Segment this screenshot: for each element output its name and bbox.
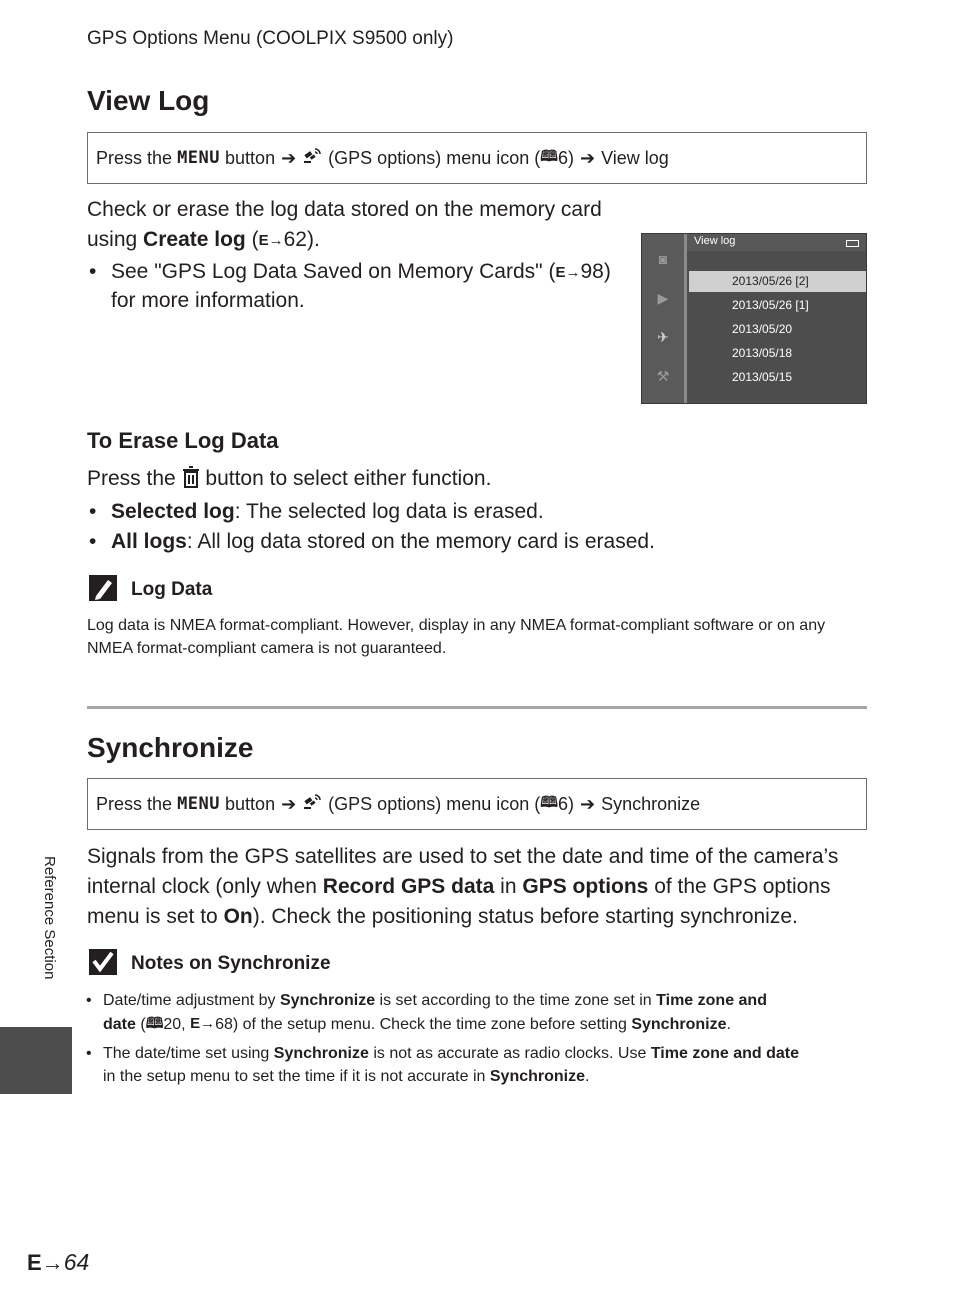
e-ref-icon: E→ (555, 264, 581, 281)
erase-intro-text: Press the (87, 467, 176, 490)
list-item (87, 527, 867, 557)
note-text: is set according to the time zone set in (375, 992, 657, 1009)
log-entry[interactable]: 2013/05/26 [1] (732, 298, 809, 312)
intro-text: ( (245, 228, 259, 251)
intro-line (87, 225, 627, 256)
sync-line: Signals from the GPS satellites are used to set the date and time of the camera’s (87, 845, 839, 868)
book-ref-icon: 🕮 (145, 1015, 164, 1032)
sync-line (87, 902, 877, 932)
sync-text: ). Check the positioning status before starting synchronize. (252, 905, 798, 928)
note-text: ( (135, 1016, 146, 1033)
log-data-note-text: Log data is NMEA format-compliant. However, display in any NMEA format-compliant software or on any NMEA format-compliant camera is not guaranteed. (87, 617, 826, 657)
nav-prefix: Press the (96, 147, 173, 168)
page-number (27, 1249, 89, 1276)
note-term: Time zone and date (650, 1045, 799, 1062)
sync-text: of the GPS options (648, 875, 831, 898)
nav-button-word: button (225, 793, 276, 814)
book-ref-icon: 🕮 (540, 147, 558, 165)
arrow-right-icon: ➔ (281, 793, 297, 814)
bullet-text: See "GPS Log Data Saved on Memory Cards" ( (111, 260, 556, 283)
arrow-right-icon: ➔ (579, 793, 596, 814)
nav-target: View log (601, 147, 669, 168)
erase-term: Selected log (111, 500, 235, 523)
sync-text: in (494, 875, 523, 898)
gps-options-term: GPS options (522, 875, 649, 898)
note-text: Date/time adjustment by (103, 992, 280, 1009)
sync-text: menu is set to (87, 905, 224, 928)
view-log-nav-path (87, 132, 867, 184)
sync-line (87, 872, 877, 902)
checkmark-note-icon (88, 948, 118, 981)
note-term: Synchronize (279, 992, 376, 1009)
running-head: GPS Options Menu (COOLPIX S9500 only) (87, 28, 454, 49)
page-number-value: 64 (63, 1249, 90, 1275)
e-ref-icon: E→ (27, 1250, 64, 1275)
note-text: 68) of the setup menu. Check the time zone before setting (215, 1016, 632, 1033)
log-entry[interactable]: 2013/05/26 [2] (689, 271, 866, 292)
nav-icon-text: (GPS options) menu icon ( (328, 147, 541, 168)
note-term: Time zone and (656, 992, 767, 1009)
section-divider (87, 706, 867, 709)
log-entry[interactable]: 2013/05/18 (732, 346, 793, 360)
e-ref-icon: E→ (258, 232, 284, 249)
note-text: . (585, 1068, 590, 1085)
screen-title: View log (694, 235, 736, 247)
log-entry[interactable]: 2013/05/15 (732, 370, 793, 384)
list-item (87, 497, 867, 527)
view-log-heading: View Log (87, 85, 210, 116)
side-section-label: Reference Section (41, 856, 58, 980)
gps-satellite-icon: ✈ (657, 329, 669, 345)
nav-ref: 6) (557, 793, 574, 814)
view-log-bullets (87, 258, 627, 315)
menu-button-label: MENU (177, 148, 221, 168)
note-term: Synchronize (631, 1016, 727, 1033)
sync-body (87, 842, 877, 932)
note-term: date (103, 1016, 136, 1033)
erase-intro-text: button to select either function. (205, 467, 492, 490)
camera-screen-view-log (641, 233, 867, 404)
arrow-right-icon: ➔ (281, 147, 297, 168)
note-text: . (726, 1016, 731, 1033)
synchronize-heading: Synchronize (87, 732, 254, 763)
screen-separator (684, 234, 687, 403)
create-log-term: Create log (143, 228, 246, 251)
note-term: Synchronize (489, 1068, 586, 1085)
battery-icon (846, 240, 859, 247)
note-text: The date/time set using (103, 1045, 274, 1062)
erase-desc: : All log data stored on the memory card is erased. (186, 530, 655, 553)
note-text: in the setup menu to set the time if it is not accurate in (103, 1068, 490, 1085)
erase-heading: To Erase Log Data (87, 428, 279, 453)
erase-term: All logs (111, 530, 187, 553)
erase-body (87, 464, 867, 557)
sync-notes-heading: Notes on Synchronize (131, 953, 331, 974)
menu-button-label: MENU (177, 794, 221, 814)
wrench-icon: ⚒ (656, 368, 670, 384)
note-text: 20, (163, 1016, 191, 1033)
bullet-ref: 98) (580, 260, 611, 283)
list-item (84, 1042, 874, 1088)
nav-icon-text: (GPS options) menu icon ( (328, 793, 541, 814)
nav-ref: 6) (557, 147, 574, 168)
note-term: Synchronize (273, 1045, 369, 1062)
intro-ref: 62). (283, 228, 320, 251)
sync-text: internal clock (only when (87, 875, 323, 898)
view-log-intro (87, 195, 627, 315)
sync-nav-path (87, 778, 867, 830)
record-gps-data-term: Record GPS data (322, 875, 495, 898)
note-text: is not as accurate as radio clocks. Use (368, 1045, 651, 1062)
nav-target: Synchronize (601, 793, 701, 814)
gps-satellite-icon (302, 793, 322, 816)
book-ref-icon: 🕮 (540, 793, 558, 811)
intro-text: using (87, 228, 144, 251)
gps-satellite-icon (302, 147, 322, 170)
erase-intro (87, 464, 867, 494)
e-ref-icon: E→ (190, 1015, 216, 1032)
log-data-note-heading: Log Data (131, 579, 213, 600)
list-item (87, 258, 627, 315)
erase-options (87, 497, 867, 557)
bullet-text: for more information. (111, 289, 305, 312)
arrow-right-icon: ➔ (579, 147, 596, 168)
nav-button-word: button (225, 147, 276, 168)
erase-desc: : The selected log data is erased. (234, 500, 544, 523)
trash-icon (182, 467, 200, 490)
pencil-note-icon (88, 574, 118, 607)
intro-line: Check or erase the log data stored on the memory card (87, 198, 602, 221)
log-entry[interactable]: 2013/05/20 (732, 322, 793, 336)
section-tab-marker (0, 1027, 72, 1094)
movie-icon: ▶ (657, 290, 669, 306)
camera-icon: ◙ (658, 251, 668, 267)
sync-notes-list (84, 989, 874, 1088)
on-term: On (223, 905, 253, 928)
nav-prefix: Press the (96, 793, 173, 814)
list-item (84, 989, 874, 1036)
